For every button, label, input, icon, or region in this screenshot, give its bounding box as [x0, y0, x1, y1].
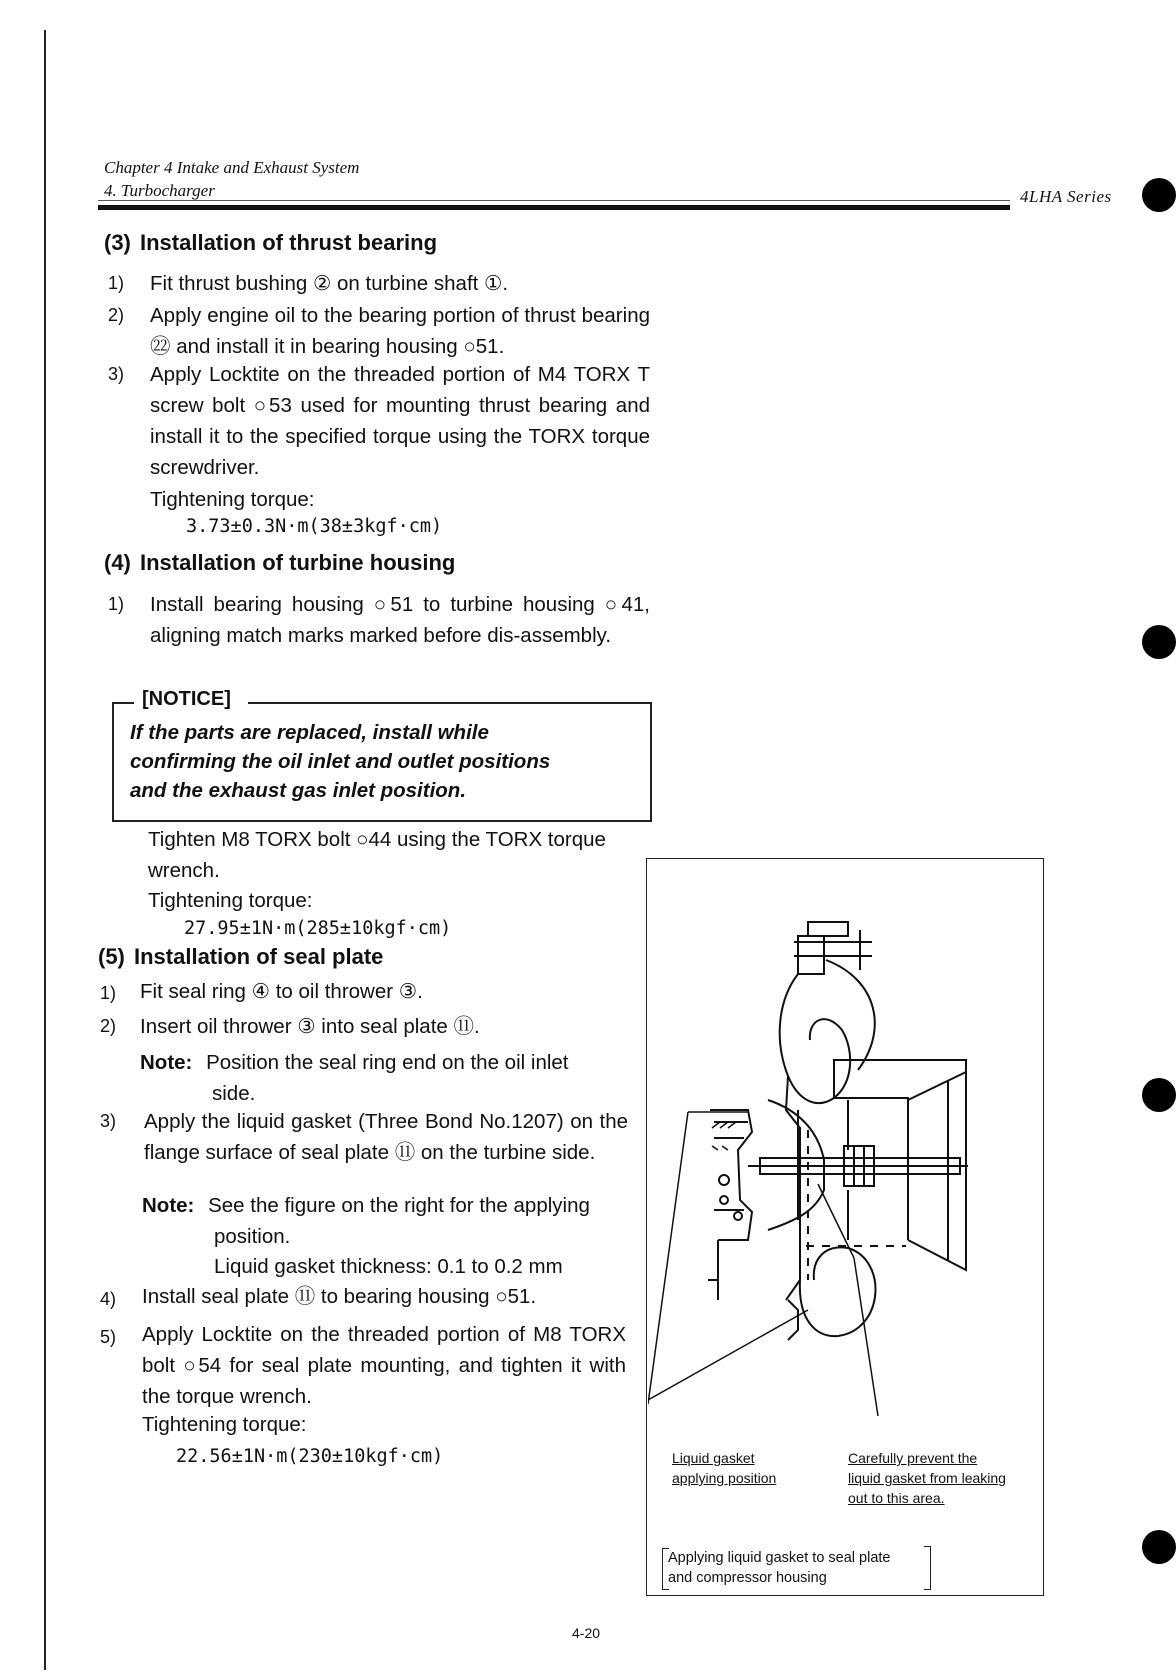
compressor-outlet	[908, 1072, 966, 1270]
item-text: Install bearing housing ○51 to turbine housing ○41, aligning match marks marked before dis-assembly.	[150, 593, 650, 647]
instruction-text: Tighten M8 TORX bolt ○44 using the TORX torque	[148, 828, 606, 851]
chapter-title: Chapter 4 Intake and Exhaust System	[104, 158, 360, 177]
binder-hole	[1142, 1530, 1176, 1564]
binder-hole	[1142, 625, 1176, 659]
item-number: 2)	[108, 305, 125, 325]
leader-line	[648, 1112, 688, 1404]
item-text: Apply Locktite on the threaded portion of M4 TORX T screw bolt ○53 used for mounting thrust bearing and install it to the specified torque using the TORX torque screwdriver.	[150, 363, 650, 479]
section-title: 4. Turbocharger	[104, 181, 215, 200]
item-number: 1)	[108, 594, 125, 614]
list-item	[108, 589, 668, 682]
caption-line: applying position	[672, 1470, 777, 1486]
page-number: 4-20	[572, 1625, 601, 1641]
list-item	[100, 1281, 660, 1312]
binder-hole	[1142, 178, 1176, 212]
section-number: (5)	[98, 944, 125, 969]
note	[140, 1047, 569, 1078]
binding-line	[44, 30, 46, 1670]
section-number: (3)	[104, 230, 131, 255]
item-number: 2)	[100, 1016, 117, 1036]
bolt-head	[808, 922, 848, 936]
item-text: Apply the liquid gasket (Three Bond No.1207) on the flange surface of seal plate ⑪ on the turbine side.	[144, 1110, 628, 1164]
note	[142, 1190, 590, 1221]
notice-line: confirming the oil inlet and outlet positions	[130, 750, 551, 773]
compressor-volute	[780, 974, 850, 1103]
item-text: Fit seal ring ④ to oil thrower ③.	[140, 980, 423, 1003]
list-item	[100, 1106, 660, 1199]
note-text: position.	[214, 1225, 291, 1248]
torque-label: Tightening torque:	[142, 1413, 307, 1436]
torque-value: 27.95±1N·m(285±10kgf·cm)	[184, 918, 452, 939]
section-title: Installation of turbine housing	[140, 550, 456, 575]
notice-label: [NOTICE]	[138, 688, 235, 711]
torque-label: Tightening torque:	[148, 889, 313, 912]
list-item	[108, 268, 668, 299]
note-label: Note:	[142, 1194, 195, 1217]
notice-text	[130, 718, 630, 805]
note-text: side.	[212, 1082, 256, 1105]
list-item	[108, 359, 668, 483]
bracket	[924, 1546, 931, 1590]
figure-title-line: and compressor housing	[668, 1570, 827, 1586]
figure-title	[668, 1548, 890, 1588]
item-text: Apply engine oil to the bearing portion of thrust bearing ㉒ and install it in bearing housing ○51.	[150, 304, 650, 358]
item-number: 1)	[108, 273, 125, 293]
section-5-heading	[98, 944, 383, 970]
note-text: See the figure on the right for the applying	[208, 1194, 590, 1217]
section-number: (4)	[104, 550, 131, 575]
header-rule-thin	[98, 200, 1010, 201]
torque-value: 22.56±1N·m(230±10kgf·cm)	[176, 1446, 444, 1467]
item-number: 5)	[100, 1327, 117, 1347]
item-text: Install seal plate ⑪ to bearing housing ○51.	[142, 1285, 537, 1308]
caption-line: Liquid gasket	[672, 1450, 755, 1466]
item-number: 3)	[108, 364, 125, 384]
item-number: 3)	[100, 1111, 117, 1131]
section-3-heading	[104, 230, 437, 256]
torque-value: 3.73±0.3N·m(38±3kgf·cm)	[186, 516, 443, 537]
caption-left	[672, 1448, 776, 1488]
note-text: Position the seal ring end on the oil inlet	[206, 1051, 569, 1074]
list-item	[100, 976, 660, 1007]
notice-line: If the parts are replaced, install while	[130, 721, 489, 744]
binder-hole	[1142, 1078, 1176, 1112]
header-rule	[98, 205, 1010, 210]
seal-plate	[710, 1110, 752, 1240]
list-item	[100, 1319, 660, 1412]
section-4-heading	[104, 550, 455, 576]
list-item	[108, 300, 668, 362]
note-label: Note:	[140, 1051, 193, 1074]
caption-line: liquid gasket from leaking	[848, 1470, 1006, 1486]
gasket-thickness: Liquid gasket thickness: 0.1 to 0.2 mm	[214, 1255, 563, 1278]
list-item	[100, 1011, 660, 1042]
torque-label: Tightening torque:	[150, 488, 315, 511]
caption-line: Carefully prevent the	[848, 1450, 978, 1466]
series-label: 4LHA Series	[1020, 187, 1112, 206]
item-text: Fit thrust bushing ② on turbine shaft ①.	[150, 272, 509, 295]
instruction-text: wrench.	[148, 859, 220, 882]
section-title: Installation of seal plate	[134, 944, 384, 969]
section-title: Installation of thrust bearing	[140, 230, 438, 255]
item-number: 1)	[100, 983, 117, 1003]
item-text: Apply Locktite on the threaded portion of M8 TORX bolt ○54 for seal plate mounting, and tighten it with the torque wrench.	[142, 1323, 626, 1408]
notice-line: and the exhaust gas inlet position.	[130, 779, 467, 802]
item-text: Insert oil thrower ③ into seal plate ⑪.	[140, 1015, 480, 1038]
caption-right	[848, 1448, 1006, 1508]
leader-line	[648, 1310, 808, 1400]
figure-title-line: Applying liquid gasket to seal plate	[668, 1550, 891, 1566]
item-number: 4)	[100, 1289, 117, 1309]
turbocharger-cross-section	[648, 860, 1042, 1420]
caption-line: out to this area.	[848, 1490, 945, 1506]
